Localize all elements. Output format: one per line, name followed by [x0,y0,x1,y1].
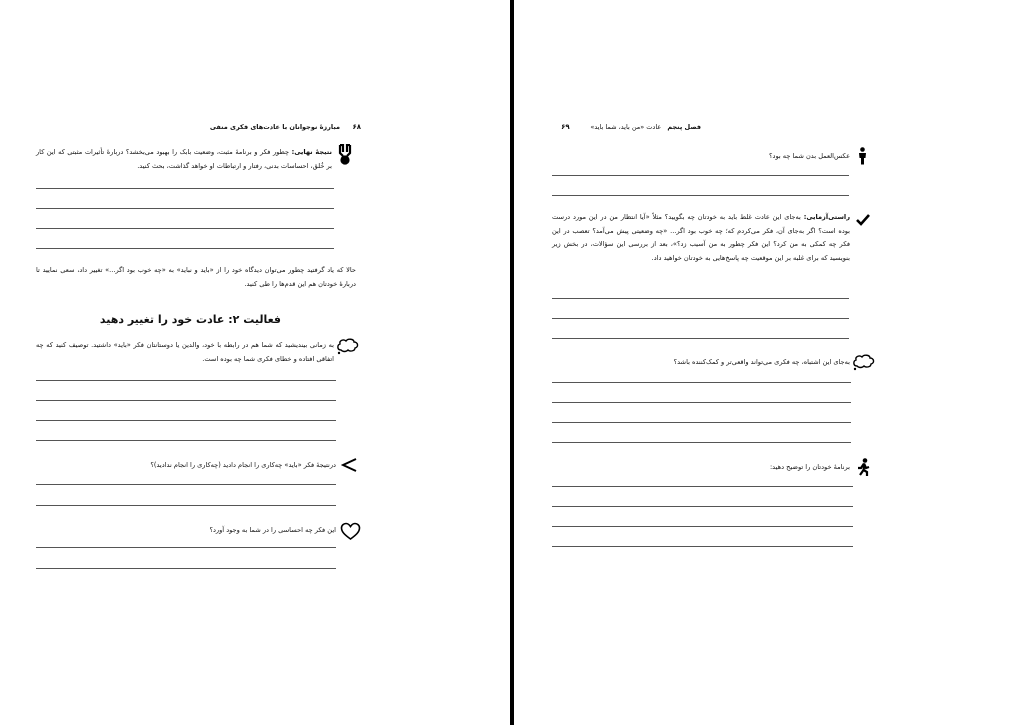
person-icon [857,147,868,165]
page-number: ۶۸ [352,123,361,131]
answer-line[interactable] [36,505,336,506]
behavior-prompt: درنتیجهٔ فکر «باید» چه‌کاری را انجام دادید (چه‌کاری را انجام ندادید)؟ [150,461,336,469]
conclusion-label: نتیجهٔ نهایی: [291,148,332,156]
heart-icon [340,522,361,541]
page-number: ۶۹ [561,123,570,131]
chapter-title: عادت «من باید، شما باید» [590,123,662,131]
activity-heading: فعالیت ۲: عادت خود را تغییر دهید [99,313,281,326]
answer-line[interactable] [552,338,849,339]
reality-text: به‌جای این عادت غلط باید به خودتان چه بگویید؟ مثلاً «آیا انتظار من در این مورد درست بوده است؟ اگر به‌جای آن، فکر می‌کردم که؛ چه خوب بود اگر... «چه وضعیتی پیش می‌آمد؟ تعصب در این فکر چه کمکی به من کرد؟ این فکر چطور به من آسیب زد؟»، بعد از بررسی این سؤالات، در بخش زیر بنویسید که برای غلبه بر این موقعیت چه پاسخ‌هایی به خودتان خواهید داد. [552,213,850,262]
intro-paragraph: حالا که یاد گرفتید چطور می‌توان دیدگاه خود را از «باید و نباید» به «چه خوب بود اگر...» تغییر داد، سعی نمایید تا دربارهٔ خودتان هم این قدم‌ها را طی کنید. [36,266,356,288]
answer-line[interactable] [36,400,336,401]
answer-line[interactable] [36,188,334,189]
thought-cloud-icon [336,337,360,355]
book-title: مبارزهٔ نوجوانان با عادت‌های فکری منفی [209,123,341,131]
answer-line[interactable] [552,298,849,299]
feeling-prompt: این فکر چه احساسی را در شما به وجود آورد؟ [209,526,336,534]
answer-line[interactable] [36,248,334,249]
reality-label: راستی‌آزمایی: [803,213,850,221]
answer-line[interactable] [552,526,853,527]
answer-line[interactable] [36,420,336,421]
reality-check-block [552,211,850,265]
answer-line[interactable] [552,195,849,196]
answer-line[interactable] [552,486,853,487]
answer-line[interactable] [36,228,334,229]
right-page [514,0,1022,725]
page-header [210,123,361,137]
answer-line[interactable] [552,442,851,443]
answer-line[interactable] [552,546,853,547]
thought-cloud-icon [852,353,876,371]
page-header [561,123,701,137]
plan-prompt: برنامهٔ خودتان را توضیح دهید: [769,463,850,471]
answer-line[interactable] [552,422,851,423]
answer-line[interactable] [552,402,851,403]
answer-line[interactable] [552,318,849,319]
answer-line[interactable] [36,484,336,485]
realistic-thought-prompt: به‌جای این اشتباه، چه فکری می‌تواند واقعی‌تر و کمک‌کننده باشد؟ [673,358,850,366]
answer-line[interactable] [552,382,851,383]
medal-icon [337,144,353,166]
answer-line[interactable] [36,208,334,209]
answer-line[interactable] [36,568,336,569]
body-prompt: عکس‌العمل بدن شما چه بود؟ [769,152,850,160]
answer-line[interactable] [552,175,849,176]
answer-line[interactable] [552,506,853,507]
arrow-icon [341,458,357,472]
running-figure-icon [857,458,871,477]
answer-line[interactable] [36,547,336,548]
left-page [0,0,510,725]
thought-prompt: به زمانی بیندیشید که شما هم در رابطه با خود، والدین یا دوستانتان فکر «باید» داشتید. توصیف کنید که چه اتفاقی افتاده و خطای فکری شما چه بوده است. [36,341,334,363]
checkmark-icon [856,214,870,226]
chapter-label: فصل پنجم [667,123,701,131]
conclusion-text: چطور فکر و برنامهٔ مثبت، وضعیت بابک را بهبود می‌بخشد؟ دربارهٔ تأثیرات مثبتی که این کار بر خُلق، احساسات بدنی، رفتار و ارتباطات او خواهد گذاشت، بحث کنید. [36,148,332,170]
conclusion-block [36,146,332,173]
answer-line[interactable] [36,440,336,441]
answer-line[interactable] [36,380,336,381]
